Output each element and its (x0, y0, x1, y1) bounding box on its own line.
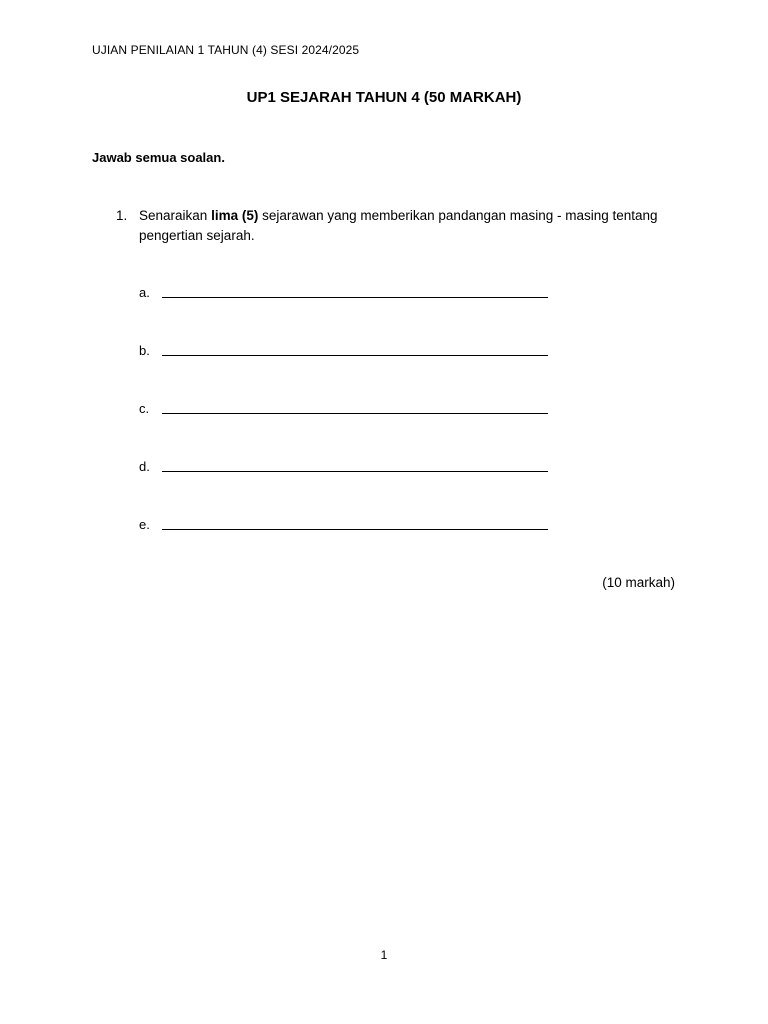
answer-line[interactable] (162, 413, 548, 414)
instruction-text: Jawab semua soalan. (92, 150, 225, 165)
page-title: UP1 SEJARAH TAHUN 4 (50 MARKAH) (246, 89, 522, 106)
answer-line[interactable] (162, 355, 548, 356)
answer-line[interactable] (162, 529, 548, 530)
question-text-after: sejarawan yang memberikan pandangan masing - masing tentang pengertian sejarah. (139, 208, 658, 243)
answer-letter: e. (139, 517, 150, 532)
answer-line[interactable] (162, 297, 548, 298)
question-text-before: Senaraikan (139, 208, 212, 223)
question-emphasis: lima (5) (211, 208, 259, 223)
page-number: 1 (380, 948, 388, 962)
question-number: 1. (116, 208, 128, 223)
answer-line[interactable] (162, 471, 548, 472)
answer-letter: d. (139, 459, 150, 474)
answer-letter: a. (139, 285, 150, 300)
marks-label: (10 markah) (602, 575, 675, 590)
answer-letter: b. (139, 343, 150, 358)
question-text (139, 206, 686, 246)
answer-letter: c. (139, 401, 150, 416)
exam-header: UJIAN PENILAIAN 1 TAHUN (4) SESI 2024/2025 (92, 43, 360, 57)
question-1 (116, 206, 686, 246)
